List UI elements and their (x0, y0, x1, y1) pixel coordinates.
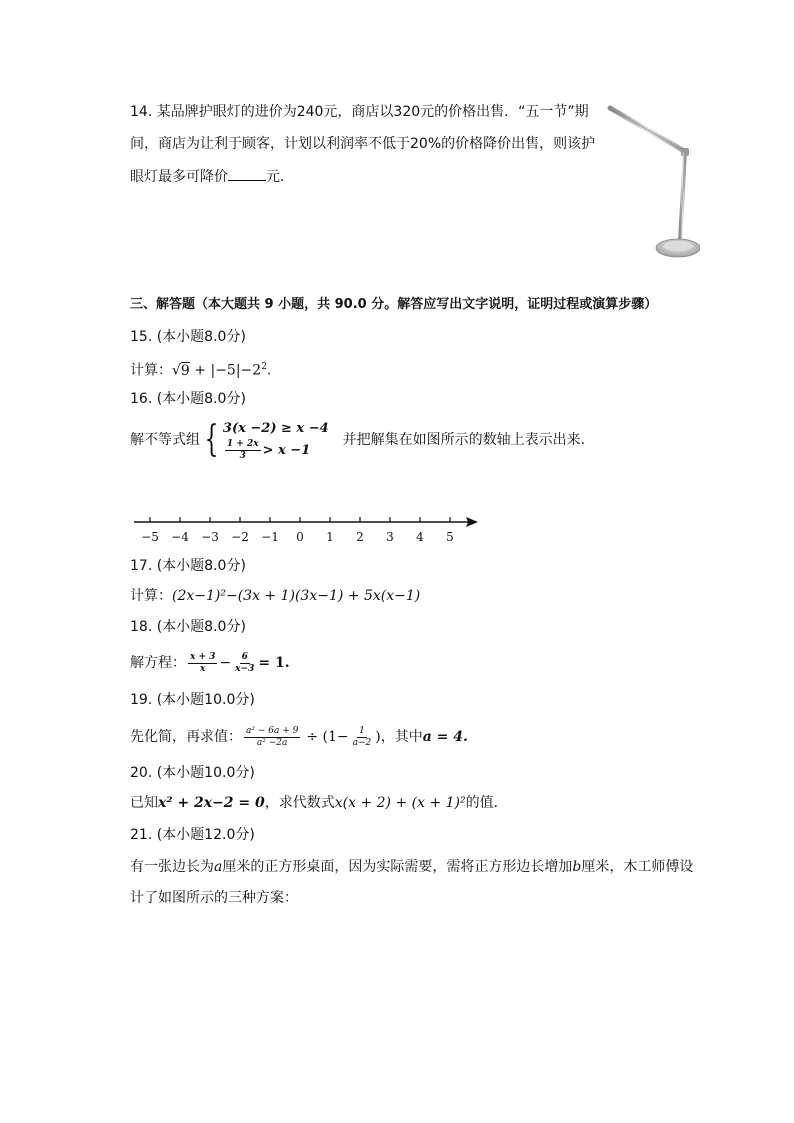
q19-expression (130, 720, 468, 754)
q16-prefix: 解不等式组 (130, 432, 200, 448)
fraction-numerator: 1 (359, 725, 365, 736)
axis-tick-label: −5 (141, 530, 159, 544)
fraction-denominator: x (200, 663, 206, 674)
q15-expression (130, 357, 271, 381)
q20-equation: x² + 2x−2 = 0 (158, 795, 265, 811)
q21-text-c: 厘米，木工师傅设 (581, 859, 694, 875)
q21-text-a: 有一张边长为 (130, 859, 214, 875)
q21-var-b: b (572, 859, 582, 875)
q20-header: 20. (本小题10.0分) (130, 765, 255, 781)
axis-tick-label: 5 (446, 530, 454, 544)
q16-header: 16. (本小题8.0分) (130, 391, 246, 407)
q17-expr: (2x−1)²−(3x + 1)(3x−1) + 5x(x−1) (172, 588, 421, 604)
q16-suffix: 并把解集在如图所示的数轴上表示出来． (342, 432, 595, 448)
fraction-numerator: x + 3 (190, 651, 216, 662)
q20-statement (130, 793, 508, 813)
axis-tick-label: −1 (261, 530, 279, 544)
q14-line-3-text: 眼灯最多可降价 (130, 169, 228, 185)
q19-header: 19. (本小题10.0分) (130, 692, 255, 708)
axis-tick-label: 1 (326, 530, 334, 544)
q17-expression (130, 586, 420, 606)
left-brace: { (204, 419, 219, 460)
q18-fraction-2 (233, 652, 256, 675)
q19-prefix: 先化简，再求值： (130, 729, 242, 745)
axis-tick-label: −4 (171, 530, 189, 544)
q19-condition: a = 4. (422, 729, 468, 745)
axis-tick-label: −2 (231, 530, 249, 544)
q18-minus: − (219, 655, 232, 671)
q15-header: 15. (本小题8.0分) (130, 329, 246, 345)
q21-header: 21. (本小题12.0分) (130, 827, 255, 843)
fraction-numerator: 6 (241, 651, 248, 662)
q17-prefix: 计算： (130, 588, 172, 604)
inequality-1: 3(x −2) ≥ x −4 (222, 420, 329, 436)
q19-fraction-2 (351, 726, 374, 749)
fraction-denominator: a−2 (352, 737, 372, 748)
axis-tick-label: 0 (296, 530, 304, 544)
q21-line-1 (130, 857, 693, 877)
fraction-numerator: 1 + 2x (226, 438, 259, 449)
inequality-2-rest: > x −1 (262, 442, 311, 458)
q14-unit: 元． (266, 169, 294, 185)
q21-line-2: 计了如图所示的三种方案： (130, 890, 298, 906)
q19-suffix: ，其中 (380, 729, 423, 745)
q18-fraction-1 (188, 652, 217, 675)
axis-tick-label: 2 (356, 530, 364, 544)
q21-text-b: 厘米的正方形桌面，因为实际需要，需将正方形边长增加 (222, 859, 573, 875)
q20-text-a: 已知 (130, 795, 158, 811)
desk-lamp-image (600, 100, 700, 265)
section-heading: 三、解答题（本大题共 9 小题，共 90.0 分。解答应写出文字说明，证明过程或演算步骤） (130, 297, 658, 312)
q20-expression: x(x + 2) + (x + 1)² (334, 795, 466, 811)
fraction-numerator: a² − 6a + 9 (246, 725, 299, 736)
q16-statement (130, 418, 595, 462)
sqrt-arg: 9 (180, 362, 190, 379)
answer-blank (228, 166, 266, 181)
q15-rest: + |−5|−2 (189, 362, 262, 379)
axis-tick-label: −3 (201, 530, 219, 544)
inequality-2-fraction (225, 439, 261, 462)
q19-close: ) (375, 729, 381, 745)
q14-line-1: 14. 某品牌护眼灯的进价为240元，商店以320元的价格出售．“五一节”期 (130, 104, 589, 120)
fraction-denominator: 3 (239, 450, 246, 461)
q19-div: ÷ (1− (306, 729, 349, 745)
q19-fraction-1 (244, 726, 300, 749)
axis-tick-label: 4 (416, 530, 424, 544)
q18-rest: = 1. (258, 655, 290, 671)
sqrt-symbol: √ (172, 362, 181, 379)
number-line (130, 510, 490, 550)
inequality-2 (223, 439, 329, 462)
q14-line-3 (130, 166, 294, 187)
q15-tail: . (266, 362, 272, 379)
q20-text-b: ，求代数式 (264, 795, 335, 811)
q20-text-c: 的值． (465, 795, 508, 811)
axis-tick-label: 3 (386, 530, 394, 544)
q15-prefix: 计算： (130, 362, 172, 379)
fraction-denominator: x−3 (235, 663, 255, 674)
q15-exponent: 2 (261, 362, 267, 372)
q18-prefix: 解方程： (130, 655, 186, 671)
q17-header: 17. (本小题8.0分) (130, 558, 246, 574)
q14-line-2: 间，商店为让利于顾客，计划以利润率不低于20%的价格降价出售，则该护 (130, 136, 596, 152)
q18-header: 18. (本小题8.0分) (130, 619, 246, 635)
q18-equation (130, 646, 290, 680)
fraction-denominator: a² −2a (256, 737, 288, 748)
q21-var-a: a (214, 859, 223, 875)
inequality-system (200, 419, 329, 462)
